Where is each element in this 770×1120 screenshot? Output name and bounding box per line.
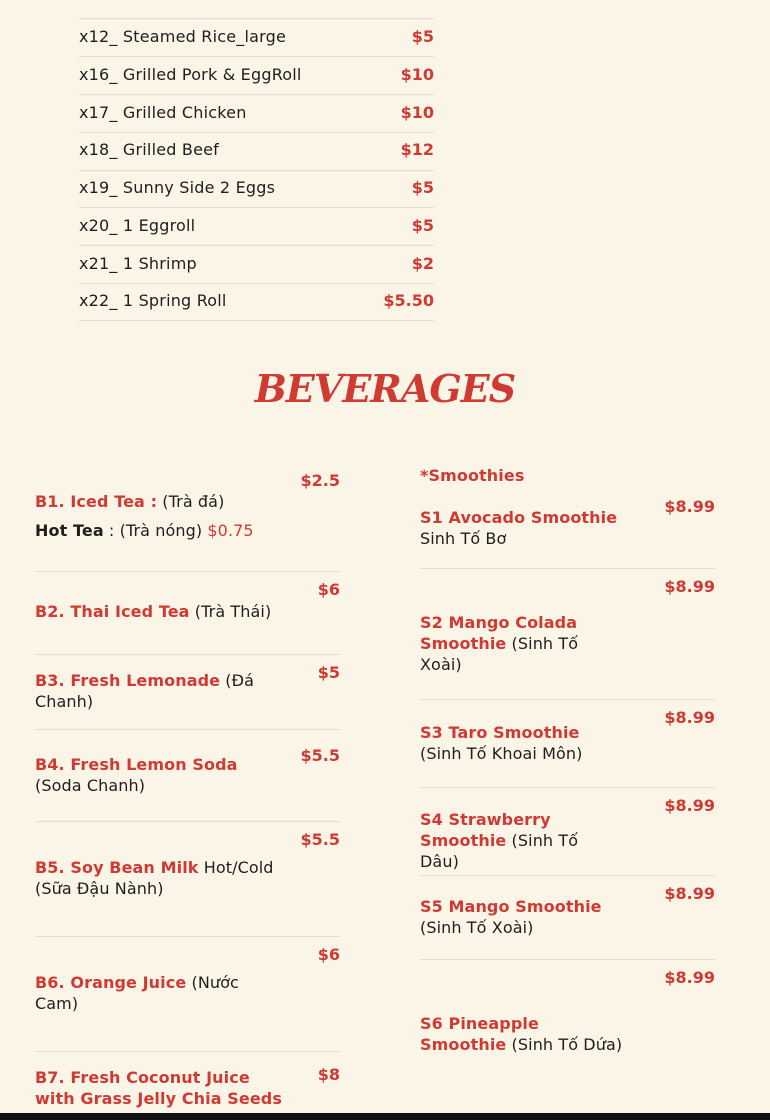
item-name: S5 Mango Smoothie: [420, 897, 602, 916]
item-price: $5.5: [300, 746, 340, 765]
item-name: B6. Orange Juice: [35, 973, 187, 992]
item-name: x22_ 1 Spring Roll: [79, 291, 227, 310]
item-price: $8: [317, 1065, 340, 1084]
divider: [420, 568, 715, 569]
item-name: S6 Pineapple Smoothie: [420, 1014, 539, 1054]
menu-item-s2: [420, 612, 620, 675]
list-item: [79, 133, 434, 171]
item-sub: (Đá Chanh): [35, 671, 255, 711]
item-name: x20_ 1 Eggroll: [79, 216, 196, 235]
item-price: $6: [317, 945, 340, 964]
item-price: $5: [317, 663, 340, 682]
item-name: S2 Mango Colada Smoothie: [420, 613, 578, 653]
list-item: [79, 0, 434, 19]
menu-item-s5: [420, 896, 620, 938]
divider: [35, 936, 340, 937]
hot-tea-price: $0.75: [207, 521, 254, 540]
item-price: $2: [411, 254, 434, 273]
item-name: B2. Thai Iced Tea: [35, 602, 190, 621]
list-item: [79, 95, 434, 133]
menu-item-s1: [420, 507, 620, 549]
item-sub: (Sinh Tố Xoài): [420, 634, 579, 674]
item-name: x18_ Grilled Beef: [79, 140, 220, 159]
item-name: S4 Strawberry Smoothie: [420, 810, 551, 850]
smoothies-header: *Smoothies: [420, 466, 525, 485]
item-price: $8.99: [664, 577, 715, 596]
menu-item-b5: [35, 857, 285, 899]
menu-item-s4: [420, 809, 620, 872]
item-name: x12_ Steamed Rice_large: [79, 27, 287, 46]
item-name: S3 Taro Smoothie: [420, 723, 580, 742]
menu-item-b1: [35, 491, 295, 541]
item-name: S1 Avocado Smoothie: [420, 508, 618, 527]
menu-item-b4: [35, 754, 250, 796]
item-name: B1. Iced Tea :: [35, 492, 158, 511]
item-name: B5. Soy Bean Milk: [35, 858, 199, 877]
item-price: $6: [317, 580, 340, 599]
section-title-beverages: BEVERAGES: [254, 366, 516, 411]
item-price: $8.99: [664, 497, 715, 516]
list-item: [79, 283, 434, 321]
item-name: x16_ Grilled Pork & EggRoll: [79, 65, 302, 84]
item-price: $10: [400, 103, 434, 122]
divider: [420, 875, 715, 876]
divider: [35, 571, 340, 572]
divider: [420, 699, 715, 700]
item-sub: (Trà Thái): [189, 602, 272, 621]
list-item: [79, 19, 434, 57]
item-price: $5: [411, 216, 434, 235]
item-price: $5.5: [300, 830, 340, 849]
divider: [420, 787, 715, 788]
item-price: $10: [400, 65, 434, 84]
divider: [35, 821, 340, 822]
item-name: x21_ 1 Shrimp: [79, 254, 197, 273]
divider: [35, 1051, 340, 1052]
hot-tea-label: Hot Tea: [35, 521, 104, 540]
item-name: B3. Fresh Lemonade: [35, 671, 221, 690]
item-price: $8.99: [664, 884, 715, 903]
item-price: $8.99: [664, 708, 715, 727]
bottom-bar: [0, 1113, 770, 1120]
menu-item-b2: [35, 601, 295, 622]
item-price: $12: [400, 140, 434, 159]
item-price: $5.50: [383, 291, 434, 310]
list-item: [79, 246, 434, 284]
item-name: B4. Fresh Lemon Soda: [35, 755, 238, 774]
menu-item-b7: [35, 1067, 285, 1109]
item-sub: (Sinh Tố Khoai Môn): [420, 744, 583, 763]
divider: [35, 654, 340, 655]
item-name: x17_ Grilled Chicken: [79, 103, 247, 122]
item-sub: (Soda Chanh): [35, 776, 146, 795]
item-name: x19_ Sunny Side 2 Eggs: [79, 178, 276, 197]
item-sub: Sinh Tố Bơ: [420, 529, 507, 548]
item-sub: (Sinh Tố Dâu): [420, 831, 579, 871]
divider: [420, 959, 715, 960]
menu-item-s3: [420, 722, 620, 764]
item-price: $8.99: [664, 968, 715, 987]
hot-tea-sub: : (Trà nóng): [103, 521, 208, 540]
divider: [35, 729, 340, 730]
menu-item-b6: [35, 972, 255, 1014]
item-price: $2.5: [300, 471, 340, 490]
item-sub: (Trà đá): [157, 492, 225, 511]
item-price: $5: [411, 178, 434, 197]
item-name: B7. Fresh Coconut Juice with Grass Jelly Chia Seeds: [35, 1068, 282, 1108]
list-item: [79, 208, 434, 246]
item-sub: (Sinh Tố Dứa): [506, 1035, 623, 1054]
list-item: [79, 170, 434, 208]
item-sub: (Sinh Tố Xoài): [420, 918, 534, 937]
menu-item-b3: [35, 670, 265, 712]
item-price: $8.99: [664, 796, 715, 815]
item-sub: (Nước Cam): [35, 973, 239, 1013]
item-sub: Hot/Cold (Sữa Đậu Nành): [35, 858, 274, 898]
list-item: [79, 57, 434, 95]
item-price: $5: [411, 27, 434, 46]
menu-item-s6: [420, 1013, 630, 1055]
